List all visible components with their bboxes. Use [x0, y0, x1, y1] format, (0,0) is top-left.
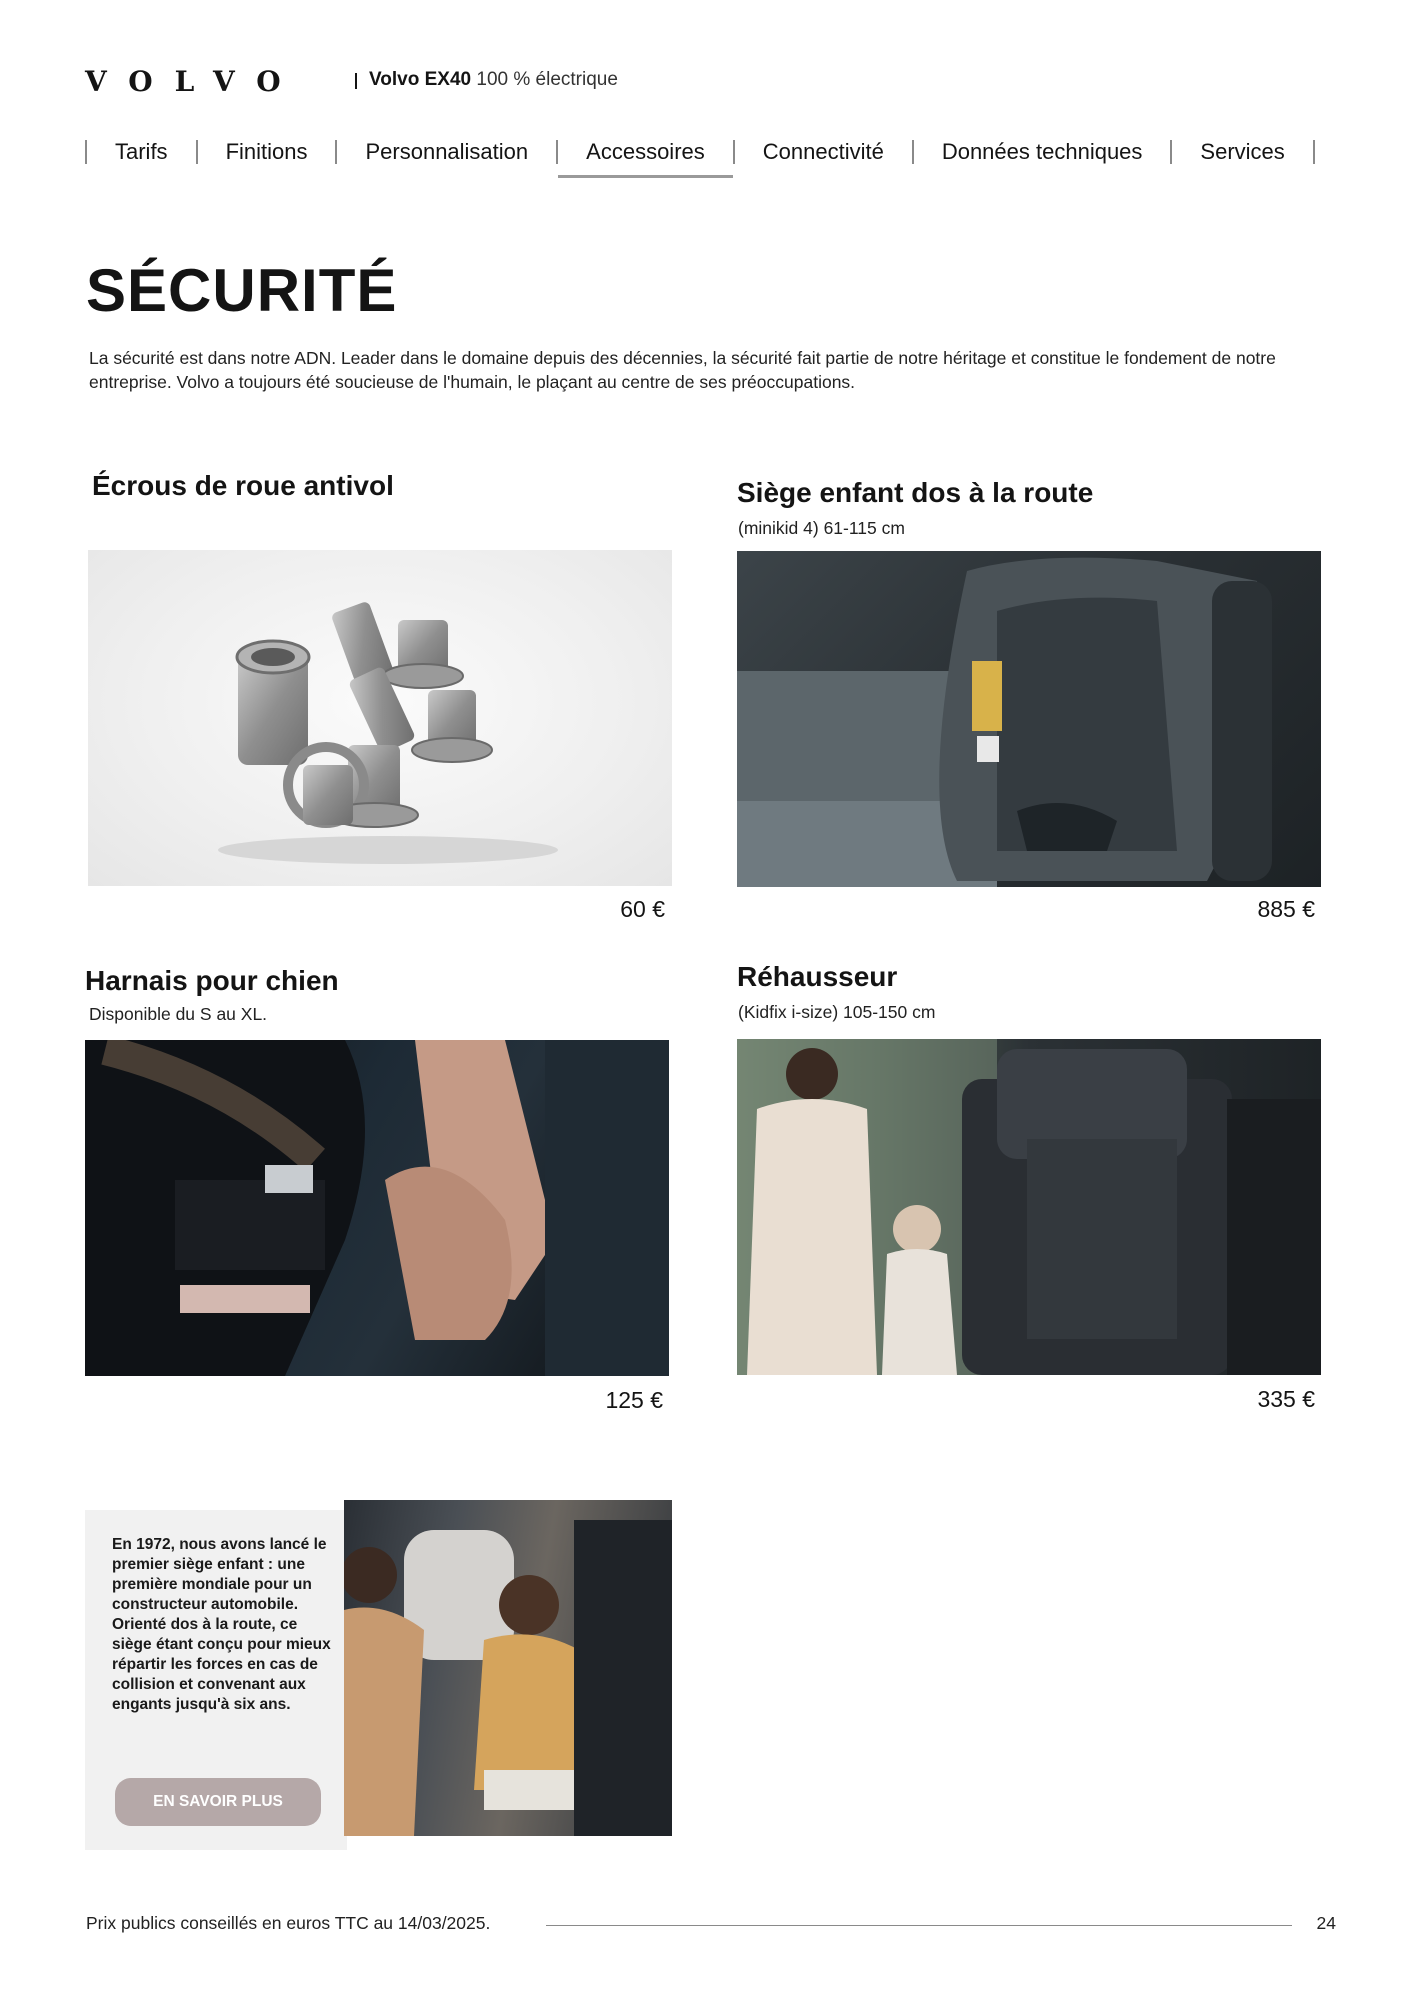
tab-accessoires[interactable]: Accessoires	[558, 132, 733, 172]
volvo-logo: VOLVO	[85, 64, 303, 98]
model-title	[369, 66, 618, 94]
tab-donnees-techniques[interactable]: Données techniques	[941, 139, 1143, 164]
price-disclaimer: Prix publics conseillés en euros TTC au 14/03/2025.	[86, 1913, 491, 1933]
child-seat-illustration	[737, 551, 1321, 887]
footer-divider	[546, 1925, 1292, 1926]
product-title: Siège enfant dos à la route	[737, 477, 1094, 508]
booster-seat-illustration	[737, 1039, 1321, 1375]
page-title: SÉCURITÉ	[86, 257, 398, 324]
tab-connectivite[interactable]: Connectivité	[762, 139, 884, 164]
promo-image	[344, 1500, 672, 1836]
tab-personnalisation[interactable]: Personnalisation	[365, 139, 529, 164]
header-divider	[355, 73, 357, 89]
product-price: 125 €	[605, 1387, 663, 1413]
section-nav	[85, 132, 1315, 172]
product-price: 60 €	[620, 896, 665, 922]
tab-tarifs[interactable]: Tarifs	[115, 139, 168, 164]
booster-seat-image	[737, 1039, 1321, 1375]
dog-harness-image	[85, 1040, 669, 1376]
model-suffix: 100 % électrique	[476, 69, 618, 90]
learn-more-button[interactable]: EN SAVOIR PLUS	[115, 1778, 321, 1826]
product-price: 885 €	[1257, 896, 1315, 922]
tab-services[interactable]: Services	[1200, 139, 1285, 164]
child-seat-image	[737, 551, 1321, 887]
product-subtitle: (Kidfix i-size) 105-150 cm	[738, 1002, 936, 1022]
intro-text: La sécurité est dans notre ADN. Leader dans le domaine depuis des décennies, la sécurité fait partie de notre héritage et constitue le fondement de notre entreprise. Volvo a toujours été soucieuse de l'humain, le plaçant au centre de ses préoccupations.	[89, 348, 1276, 392]
promo-text: En 1972, nous avons lancé le premier siège enfant : une première mondiale pour un constructeur automobile. Orienté dos à la route, ce siège étant conçu pour mieux répartir les forces en cas de collision et convenant aux engants jusqu'à six ans.	[112, 1536, 331, 1713]
page-number: 24	[1316, 1913, 1336, 1933]
promo-illustration	[344, 1500, 672, 1836]
dog-harness-illustration	[85, 1040, 669, 1376]
tab-finitions[interactable]: Finitions	[225, 139, 308, 164]
product-price: 335 €	[1257, 1386, 1315, 1412]
product-subtitle: Disponible du S au XL.	[89, 1004, 268, 1024]
product-title: Harnais pour chien	[85, 965, 339, 996]
wheel-nuts-image	[88, 550, 672, 886]
brand-logo[interactable]	[85, 66, 303, 96]
product-title: Écrous de roue antivol	[92, 470, 394, 501]
wheel-nuts-illustration	[88, 550, 672, 886]
model-name: Volvo EX40	[369, 69, 472, 90]
nav-divider	[1313, 140, 1315, 164]
product-subtitle: (minikid 4) 61-115 cm	[738, 518, 905, 538]
product-title: Réhausseur	[737, 961, 898, 992]
